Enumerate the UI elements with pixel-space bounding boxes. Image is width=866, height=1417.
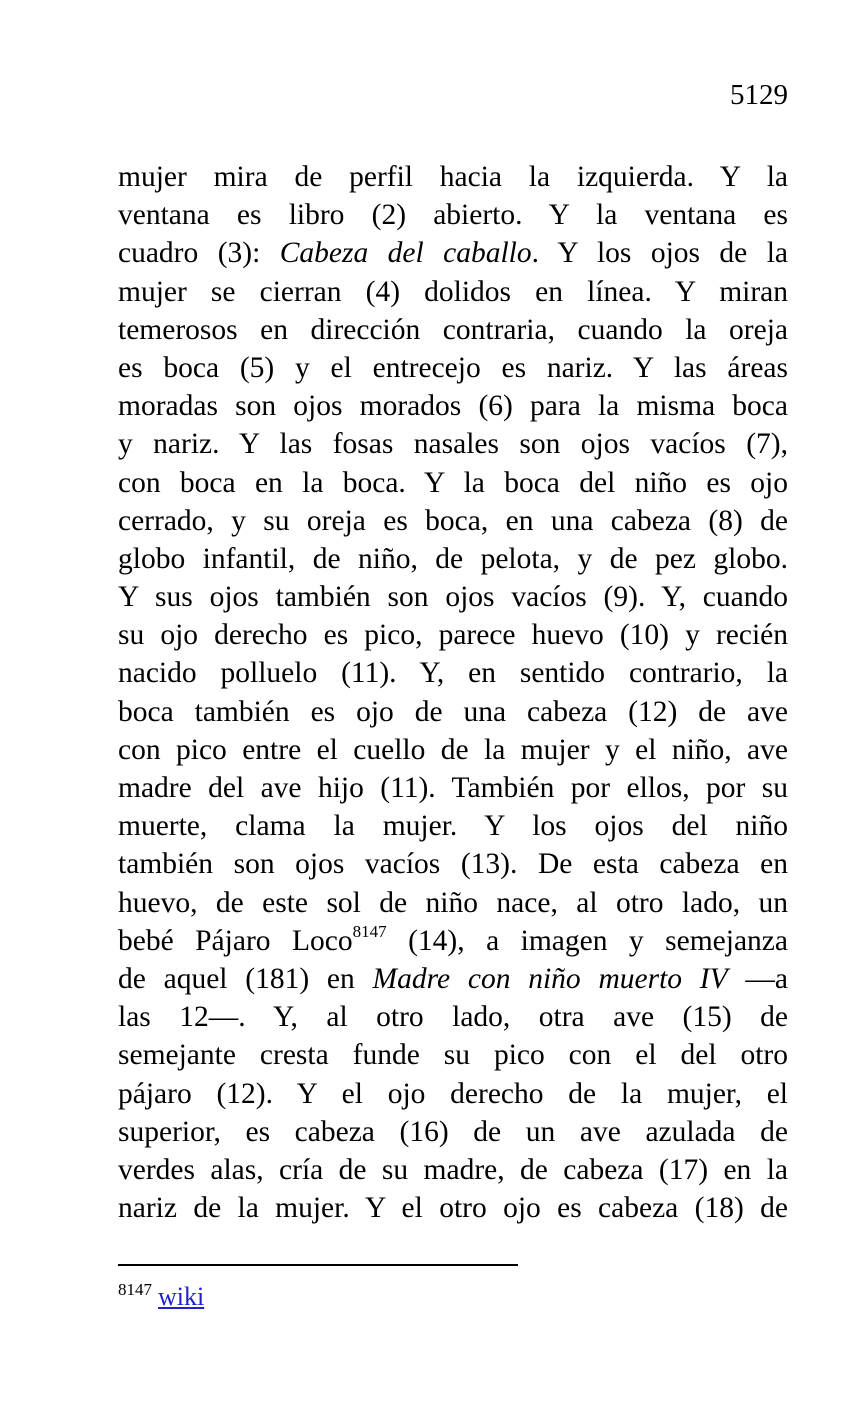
text-line (118, 884, 788, 922)
text-run: las 12—. Y, al otro lado, otra ave (15) de (118, 1001, 788, 1034)
text-line (118, 196, 788, 234)
text-line (118, 273, 788, 311)
text-run: también son ojos vacíos (13). De esta cabeza en (118, 848, 788, 881)
text-run: moradas son ojos morados (6) para la misma boca (118, 390, 788, 423)
text-run: cuadro (3): (118, 237, 280, 270)
text-line (118, 1036, 788, 1074)
text-run: mujer mira de perfil hacia la izquierda. Y la (118, 161, 788, 193)
text-run: globo infantil, de niño, de pelota, y de pez globo. (118, 542, 788, 575)
text-run: semejante cresta funde su pico con el del otro (118, 1039, 788, 1072)
text-line (118, 769, 788, 807)
artwork-title: Cabeza del caballo (279, 237, 532, 270)
footnote-divider (118, 1264, 518, 1266)
text-run: su ojo derecho es pico, parece huevo (10) y recién (118, 619, 788, 652)
footnote-wiki-link[interactable]: wiki (158, 1282, 205, 1311)
text-run: . Y los ojos de la (531, 237, 788, 270)
text-run: madre del ave hijo (11). También por ellos, por su (118, 772, 788, 804)
text-line (118, 158, 788, 196)
text-run: y nariz. Y las fosas nasales son ojos vacíos (7), (118, 428, 788, 461)
body-text (118, 158, 788, 1227)
text-line (118, 922, 788, 960)
text-run: muerte, clama la mujer. Y los ojos del niño (118, 810, 788, 843)
text-line (118, 387, 788, 425)
text-run: superior, es cabeza (16) de un ave azulada de (118, 1115, 788, 1148)
text-line (118, 845, 788, 883)
text-run: con pico entre el cuello de la mujer y el niño, ave (118, 733, 788, 766)
footnote-mark: 8147 (118, 1280, 152, 1300)
text-run: temerosos en dirección contraria, cuando la oreja (118, 313, 788, 346)
text-run: nariz de la mujer. Y el otro ojo es cabeza (18) de (118, 1192, 788, 1225)
text-run: de aquel (181) en (118, 962, 373, 995)
text-line (118, 540, 788, 578)
text-run: boca también es ojo de una cabeza (12) de ave (118, 695, 788, 728)
text-run: nacido polluelo (11). Y, en sentido contrario, la (118, 657, 788, 690)
text-line (118, 654, 788, 692)
text-run: huevo, de este sol de niño nace, al otro lado, un (118, 886, 788, 919)
text-line (118, 807, 788, 845)
text-line (118, 1113, 788, 1151)
artwork-title: Madre con niño muerto IV (372, 962, 728, 995)
text-run: bebé Pájaro Loco (118, 924, 353, 957)
text-line (118, 578, 788, 616)
text-line (118, 234, 788, 272)
text-run: Y sus ojos también son ojos vacíos (9). Y, cuando (118, 581, 788, 614)
page-number: 5129 (730, 79, 788, 111)
text-line (118, 616, 788, 654)
text-run: con boca en la boca. Y la boca del niño es ojo (118, 466, 788, 499)
text-line (118, 998, 788, 1036)
text-run: pájaro (12). Y el ojo derecho de la mujer, el (118, 1077, 788, 1110)
text-line (118, 464, 788, 502)
text-run: cerrado, y su oreja es boca, en una cabeza (8) de (118, 504, 788, 537)
text-line (118, 731, 788, 769)
footnote-reference: 8147 (352, 921, 387, 941)
text-line (118, 311, 788, 349)
text-run: verdes alas, cría de su madre, de cabeza (17) en la (118, 1153, 788, 1186)
text-line (118, 502, 788, 540)
text-run: —a (727, 962, 789, 995)
text-run: mujer se cierran (4) dolidos en línea. Y miran (118, 275, 788, 308)
text-run: (14), a imagen y semejanza (386, 924, 788, 957)
text-run: es boca (5) y el entrecejo es nariz. Y las áreas (118, 351, 788, 384)
text-line (118, 693, 788, 731)
text-line (118, 1075, 788, 1113)
text-line (118, 1189, 788, 1227)
text-line (118, 349, 788, 387)
text-line (118, 960, 788, 998)
text-line (118, 1151, 788, 1189)
footnote (118, 1280, 204, 1314)
text-run: ventana es libro (2) abierto. Y la ventana es (118, 199, 788, 232)
text-line (118, 425, 788, 463)
